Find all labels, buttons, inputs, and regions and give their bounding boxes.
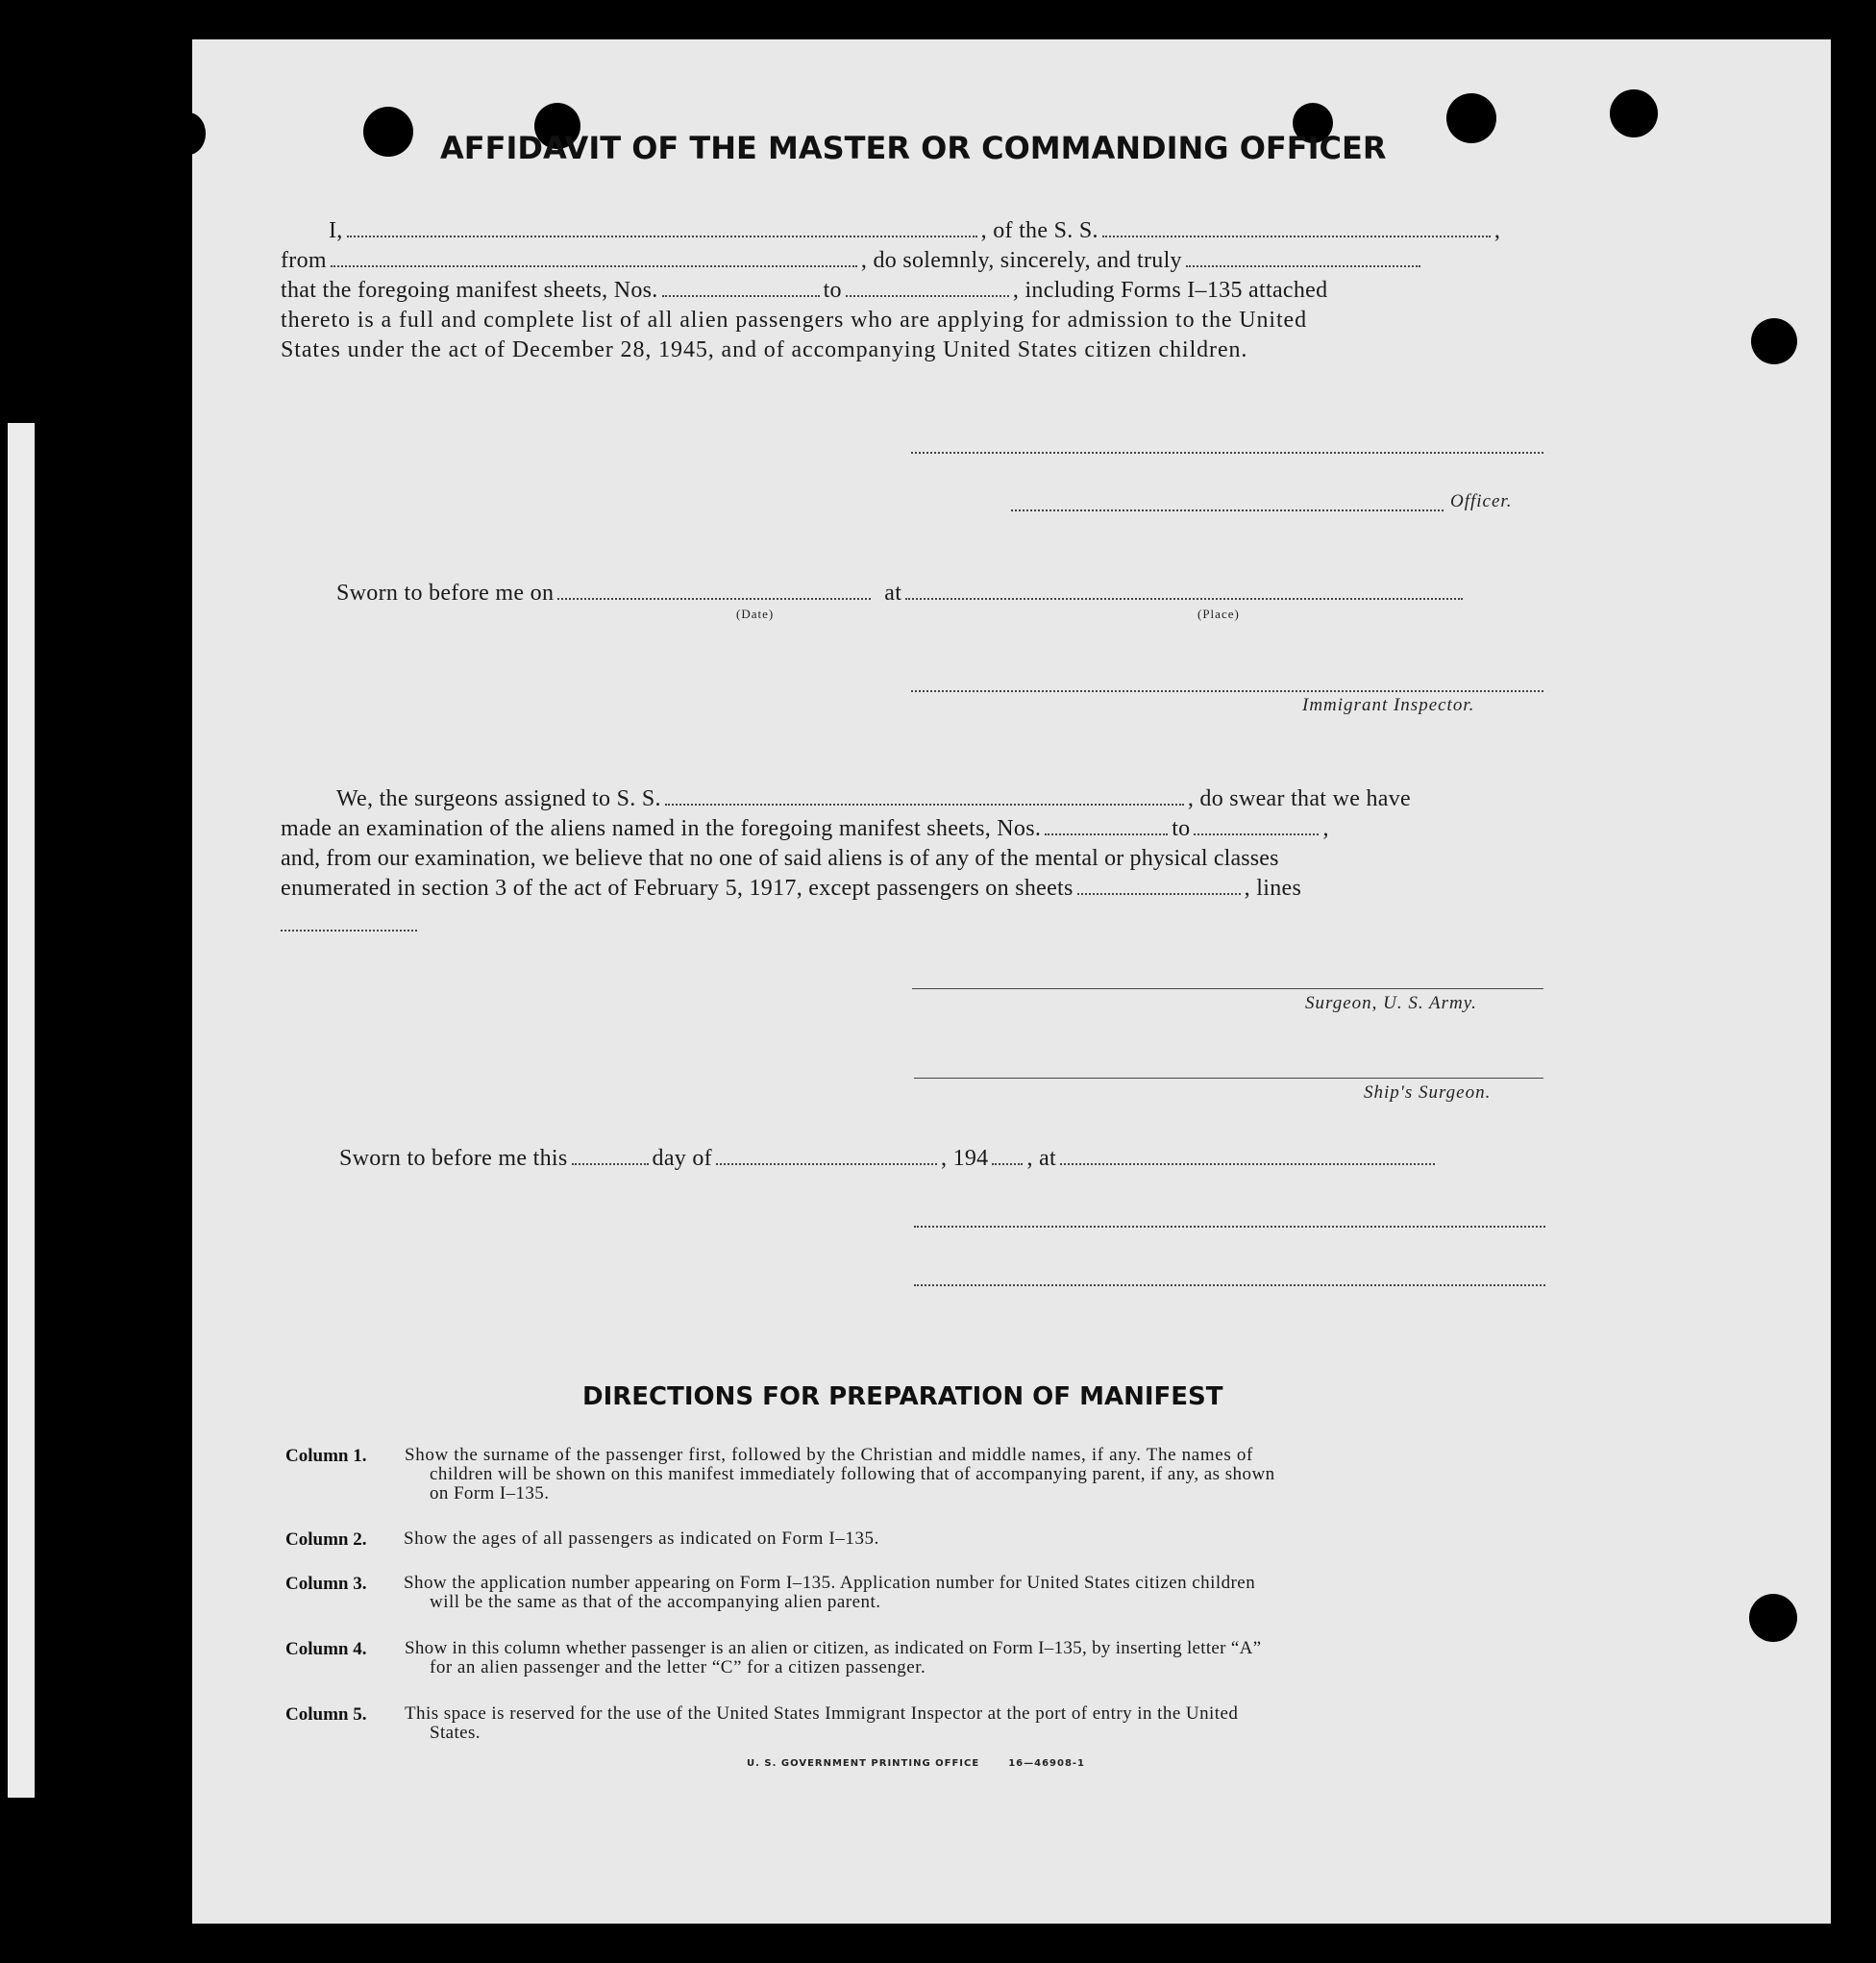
surgeon-sheet-to-field[interactable]	[1194, 832, 1319, 835]
punch-hole	[1751, 318, 1797, 364]
punch-hole	[1610, 89, 1658, 137]
officer-caption: Officer.	[1450, 491, 1513, 511]
oath-form-field[interactable]	[1186, 264, 1420, 267]
column-text: Show the ages of all passengers as indicated on Form I–135.	[404, 1528, 879, 1549]
surgeons-line-1: We, the surgeons assigned to S. S. , do swear that we have	[336, 786, 1411, 811]
column-text: Show the application number appearing on Form I–135. Application number for United States citizen children will be the same as that of the accompanying alien parent.	[404, 1573, 1256, 1612]
sworn-year-field[interactable]	[992, 1162, 1023, 1165]
surgeons-line-2: made an examination of the aliens named in the foregoing manifest sheets, Nos. to ,	[281, 816, 1329, 841]
affidavit-line-2: from , do solemnly, sincerely, and truly	[281, 248, 1424, 274]
affidavit-line-5: States under the act of December 28, 1945, and of accompanying United States citizen children.	[281, 337, 1248, 362]
sworn-location-field[interactable]	[1060, 1162, 1435, 1165]
column-label: Column 1.	[285, 1446, 367, 1466]
official-title-line[interactable]	[914, 1283, 1545, 1286]
sheet-from-field[interactable]	[662, 294, 820, 297]
surgeons-line-4: enumerated in section 3 of the act of February 5, 1917, except passengers on sheets , lines	[281, 876, 1302, 901]
column-label: Column 3.	[285, 1574, 367, 1594]
punch-hole	[363, 107, 413, 157]
ship-surgeon-signature-line[interactable]	[914, 1077, 1543, 1079]
official-signature-line[interactable]	[914, 1225, 1545, 1228]
sworn-before-line-1: Sworn to before me on at	[336, 581, 1467, 607]
army-surgeon-caption: Surgeon, U. S. Army.	[1305, 993, 1477, 1013]
immigrant-inspector-caption: Immigrant Inspector.	[1302, 695, 1475, 715]
affidavit-line-3: that the foregoing manifest sheets, Nos. to , including Forms I–135 attached	[281, 278, 1328, 303]
punch-hole	[1446, 93, 1496, 143]
master-name-field[interactable]	[347, 235, 977, 237]
sworn-date-field[interactable]	[557, 597, 871, 600]
from-port-field[interactable]	[331, 264, 857, 267]
form-page	[192, 39, 1831, 1924]
column-label: Column 2.	[285, 1529, 367, 1550]
sheet-to-field[interactable]	[846, 294, 1009, 297]
punch-hole	[171, 112, 206, 155]
inspector-signature-line[interactable]	[911, 689, 1543, 692]
affidavit-line-4: thereto is a full and complete list of all alien passengers who are applying for admission to the United	[281, 308, 1308, 333]
sworn-month-field[interactable]	[716, 1162, 937, 1165]
except-sheets-field[interactable]	[1077, 892, 1241, 895]
column-text: This space is reserved for the use of the United States Immigrant Inspector at the port of entry in the United States.	[405, 1703, 1239, 1743]
sworn-before-line-2: Sworn to before me this day of , 194 , at	[339, 1146, 1439, 1172]
surgeon-sheet-from-field[interactable]	[1045, 832, 1168, 835]
surgeon-ship-name-field[interactable]	[665, 803, 1184, 806]
column-text: Show the surname of the passenger first, followed by the Christian and middle names, if any. The names of children will be shown on this manifest immediately following that of accompanying parent, if any, as shown on Form I–135.	[405, 1445, 1275, 1503]
punch-hole	[1749, 1594, 1797, 1642]
army-surgeon-signature-line[interactable]	[912, 987, 1543, 989]
sworn-day-field[interactable]	[572, 1162, 649, 1165]
date-caption: (Date)	[736, 607, 775, 621]
surgeons-line-3: and, from our examination, we believe that no one of said aliens is of any of the mental or physical classes	[281, 846, 1279, 871]
affidavit-title: AFFIDAVIT OF THE MASTER OR COMMANDING OFFICER	[440, 130, 1387, 166]
except-lines-field[interactable]	[281, 929, 417, 932]
adjacent-page-edge	[8, 423, 35, 1798]
affidavit-line-1: I, , of the S. S. ,	[329, 218, 1501, 243]
column-label: Column 5.	[285, 1704, 367, 1725]
column-label: Column 4.	[285, 1639, 367, 1659]
column-text: Show in this column whether passenger is an alien or citizen, as indicated on Form I–135, by inserting letter “A” for an alien passenger and the letter “C” for a citizen passenger.	[405, 1638, 1262, 1677]
directions-title: DIRECTIONS FOR PREPARATION OF MANIFEST	[582, 1382, 1223, 1411]
ship-surgeon-caption: Ship's Surgeon.	[1364, 1082, 1492, 1103]
master-signature-line[interactable]	[911, 451, 1543, 454]
printing-office-footer: U. S. GOVERNMENT PRINTING OFFICE 16—46908-1	[747, 1758, 1086, 1769]
ship-name-field[interactable]	[1102, 235, 1491, 237]
place-caption: (Place)	[1197, 607, 1240, 621]
sworn-place-field[interactable]	[905, 597, 1463, 600]
officer-signature-line[interactable]	[1011, 509, 1444, 511]
